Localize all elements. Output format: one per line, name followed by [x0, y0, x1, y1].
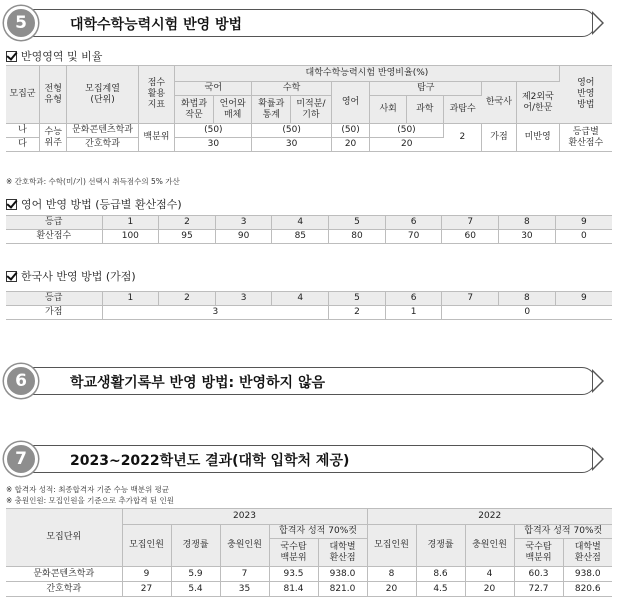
header-quota: 모집인원	[122, 525, 171, 567]
header-grade: 등급	[6, 292, 102, 306]
results-note-2: ※ 충원인원: 모집인원을 기준으로 추가합격 된 인원	[6, 496, 175, 505]
grade-cell: 8	[499, 292, 556, 306]
cell-unit: 문화콘텐츠학과	[67, 124, 138, 138]
csat-ratio-table	[6, 65, 612, 152]
header-korean-a: 화법과 작문	[175, 96, 214, 124]
header-year-2022: 2022	[367, 509, 612, 525]
checkbox-icon	[6, 271, 17, 282]
cell-value: 20	[465, 582, 514, 597]
header-pass-70: 합격자 성적 70%컷	[514, 525, 612, 539]
cell-math: 30	[252, 138, 331, 152]
header-korean: 국어	[175, 82, 252, 96]
grade-cell: 8	[499, 216, 556, 230]
cell-english: 20	[331, 138, 370, 152]
grade-cell: 4	[272, 216, 329, 230]
section-number-badge: 5	[4, 6, 38, 40]
points-cell: 2	[329, 306, 386, 320]
points-cell: 0	[442, 306, 612, 320]
cell-value: 27	[122, 582, 171, 597]
cell-score-index: 백분위	[138, 124, 175, 152]
header-csat-percentile: 국수탐 백분위	[269, 539, 318, 567]
header-math-b: 미적분/ 기하	[291, 96, 332, 124]
grade-cell: 4	[272, 292, 329, 306]
grade-cell: 5	[329, 292, 386, 306]
header-english: 영어	[331, 82, 370, 124]
cell-inquiry: (50)	[370, 124, 443, 138]
grade-cell: 9	[555, 216, 612, 230]
cell-korean-history: 가점	[482, 124, 517, 152]
cell-value: 60.3	[514, 567, 563, 582]
section-number-badge: 6	[4, 364, 38, 398]
cell-unit: 문화콘텐츠학과	[6, 567, 122, 582]
header-grade: 등급	[6, 216, 102, 230]
grade-cell: 9	[555, 292, 612, 306]
score-cell: 90	[215, 230, 272, 244]
grade-cell: 1	[102, 216, 159, 230]
section-7-banner	[4, 442, 608, 476]
cell-admission-type: 수능 위주	[40, 124, 67, 152]
grade-cell: 5	[329, 216, 386, 230]
header-score-index: 점수 활용 지표	[138, 66, 175, 124]
score-cell: 0	[555, 230, 612, 244]
points-cell: 3	[102, 306, 329, 320]
cell-value: 35	[220, 582, 269, 597]
cell-unit: 간호학과	[6, 582, 122, 597]
grade-cell: 7	[442, 292, 499, 306]
header-univ-score: 대학별 환산점	[318, 539, 367, 567]
grade-cell: 6	[385, 216, 442, 230]
header-second-language: 제2외국 어/한문	[516, 82, 559, 124]
header-unit: 모집단위	[6, 509, 122, 567]
cell-inquiry: 20	[370, 138, 443, 152]
results-note-1: ※ 합격자 성적: 최종합격자 기준 수능 백분위 평균	[6, 485, 170, 494]
header-recruit-group: 모집군	[6, 66, 40, 124]
row-label: 가점	[6, 306, 102, 320]
cell-value: 4.5	[416, 582, 465, 597]
section-title: 학교생활기록부 반영 방법: 반영하지 않음	[70, 375, 326, 391]
score-cell: 100	[102, 230, 159, 244]
cell-value: 93.5	[269, 567, 318, 582]
cell-value: 8	[367, 567, 416, 582]
score-cell: 30	[499, 230, 556, 244]
cell-value: 820.6	[563, 582, 612, 597]
header-math: 수학	[252, 82, 331, 96]
cell-korean: 30	[175, 138, 252, 152]
section-6-banner	[4, 364, 608, 398]
header-competition: 경쟁률	[416, 525, 465, 567]
cell-korean: (50)	[175, 124, 252, 138]
header-csat-percentile: 국수탐 백분위	[514, 539, 563, 567]
cell-value: 938.0	[318, 567, 367, 582]
grade-cell: 2	[159, 292, 216, 306]
grade-cell: 6	[385, 292, 442, 306]
nursing-note: ※ 간호학과: 수학(미/기) 선택시 취득점수의 5% 가산	[6, 177, 180, 186]
history-grade-table	[6, 291, 612, 320]
cell-value: 20	[367, 582, 416, 597]
header-csat-ratio: 대학수학능력시험 반영비율(%)	[175, 66, 559, 82]
score-cell: 70	[385, 230, 442, 244]
grade-cell: 1	[102, 292, 159, 306]
subsection-heading: 영어 반영 방법 (등급별 환산점수)	[6, 196, 182, 212]
header-year-2023: 2023	[122, 509, 367, 525]
header-univ-score: 대학별 환산점	[563, 539, 612, 567]
header-admission-type: 전형 유형	[40, 66, 67, 124]
grade-cell: 2	[159, 216, 216, 230]
section-title: 2023~2022학년도 결과(대학 입학처 제공)	[70, 453, 350, 469]
header-quota: 모집인원	[367, 525, 416, 567]
header-math-a: 확률과 통계	[252, 96, 291, 124]
cell-value: 5.4	[171, 582, 220, 597]
cell-value: 72.7	[514, 582, 563, 597]
cell-value: 8.6	[416, 567, 465, 582]
points-cell: 1	[385, 306, 442, 320]
cell-value: 938.0	[563, 567, 612, 582]
header-unit: 모집계열 (단위)	[67, 66, 138, 124]
checkbox-icon	[6, 199, 17, 210]
cell-value: 821.0	[318, 582, 367, 597]
cell-unit: 간호학과	[67, 138, 138, 152]
cell-second-language: 미반영	[516, 124, 559, 152]
grade-cell: 7	[442, 216, 499, 230]
row-label: 환산점수	[6, 230, 102, 244]
score-cell: 85	[272, 230, 329, 244]
score-cell: 60	[442, 230, 499, 244]
section-title: 대학수학능력시험 반영 방법	[70, 17, 243, 33]
cell-vocational: 2	[443, 124, 482, 152]
english-grade-table	[6, 215, 612, 244]
grade-cell: 3	[215, 216, 272, 230]
section-number-badge: 7	[4, 442, 38, 476]
header-vocational: 과탐수	[443, 96, 482, 124]
subsection-heading: 반영영역 및 비율	[6, 48, 102, 64]
grade-cell: 3	[215, 292, 272, 306]
header-english-method: 영어 반영 방법	[559, 66, 612, 124]
header-additional: 충원인원	[465, 525, 514, 567]
header-social: 사회	[370, 96, 407, 124]
cell-value: 5.9	[171, 567, 220, 582]
cell-value: 4	[465, 567, 514, 582]
header-additional: 충원인원	[220, 525, 269, 567]
header-pass-70: 합격자 성적 70%컷	[269, 525, 367, 539]
subsection-heading: 한국사 반영 방법 (가점)	[6, 268, 136, 284]
checkbox-icon	[6, 51, 17, 62]
cell-group: 다	[6, 138, 40, 152]
score-cell: 95	[159, 230, 216, 244]
header-korean-history: 한국사	[482, 82, 517, 124]
score-cell: 80	[329, 230, 386, 244]
cell-english-method: 등급별 환산점수	[559, 124, 612, 152]
header-korean-b: 언어와 매체	[213, 96, 252, 124]
results-table	[6, 508, 612, 597]
cell-math: (50)	[252, 124, 331, 138]
cell-value: 7	[220, 567, 269, 582]
header-inquiry: 탐구	[370, 82, 482, 96]
cell-value: 81.4	[269, 582, 318, 597]
header-competition: 경쟁률	[171, 525, 220, 567]
header-science: 과학	[406, 96, 443, 124]
section-5-banner	[4, 6, 608, 40]
cell-english: (50)	[331, 124, 370, 138]
cell-value: 9	[122, 567, 171, 582]
cell-group: 나	[6, 124, 40, 138]
